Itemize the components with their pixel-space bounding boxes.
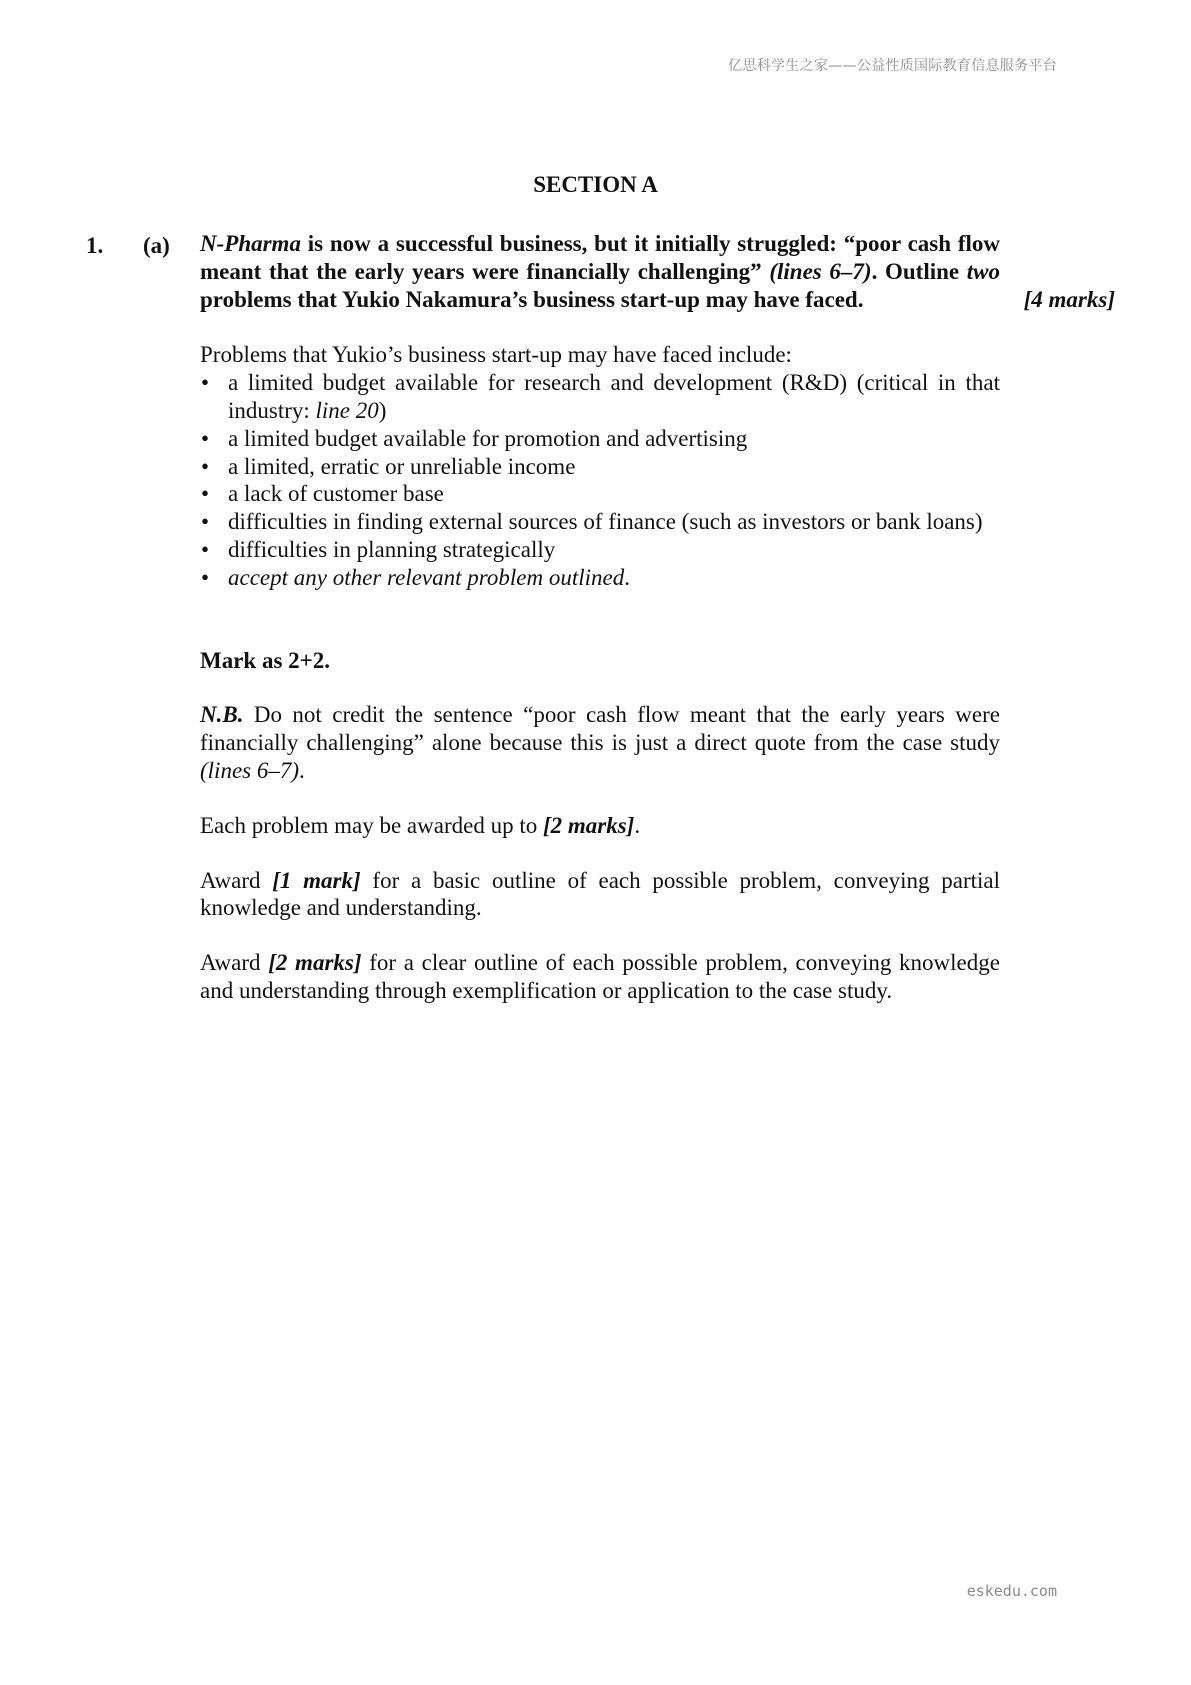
question-number: 1. <box>86 233 104 258</box>
footer-watermark: eskedu.com <box>966 1582 1057 1600</box>
list-item: • difficulties in finding external sources of finance (such as investors or bank loans) <box>200 508 1000 536</box>
answer-intro: Problems that Yukio’s business start-up may have faced include: <box>200 342 792 368</box>
list-item: • a limited, erratic or unreliable income <box>200 453 1000 481</box>
award-two-marks-note: Award [2 marks] for a clear outline of each possible problem, conveying knowledge and understanding through exemplification or application to the case study. <box>200 950 1000 1003</box>
list-item: • a lack of customer base <box>200 480 1000 508</box>
list-item: • a limited budget available for research and development (R&D) (critical in that industry: line 20) <box>200 369 1000 425</box>
header-watermark: 亿思科学生之家——公益性质国际教育信息服务平台 <box>728 58 1057 74</box>
company-name: N-Pharma <box>200 231 301 256</box>
question-text: N-Pharma is now a successful business, but it initially struggled: “poor cash flow meant that the early years were financially challenging” (lines 6–7). Outline two problems that Yukio Nakamura’s business start-up may have faced. [4 marks] <box>200 231 1115 312</box>
nb-note: N.B. Do not credit the sentence “poor cash flow meant that the early years were financially challenging” alone because this is just a direct quote from the case study (lines 6–7). <box>200 702 1000 783</box>
marks-allocation: [4 marks] <box>1023 286 1115 312</box>
line-reference: (lines 6–7) <box>769 258 872 284</box>
mark-scheme-heading: Mark as 2+2. <box>200 647 331 673</box>
question-content <box>200 230 1115 1005</box>
question-part: (a) <box>143 233 170 258</box>
list-item: • difficulties in planning strategically <box>200 536 1000 564</box>
problems-list <box>200 369 1000 591</box>
award-one-mark-note: Award [1 mark] for a basic outline of each possible problem, conveying partial knowledge and understanding. <box>200 867 1000 921</box>
section-title: SECTION A <box>533 172 658 197</box>
list-item: • accept any other relevant problem outlined. <box>200 564 1000 592</box>
list-item: • a limited budget available for promotion and advertising <box>200 425 1000 453</box>
each-problem-note: Each problem may be awarded up to [2 marks]. <box>200 812 641 838</box>
